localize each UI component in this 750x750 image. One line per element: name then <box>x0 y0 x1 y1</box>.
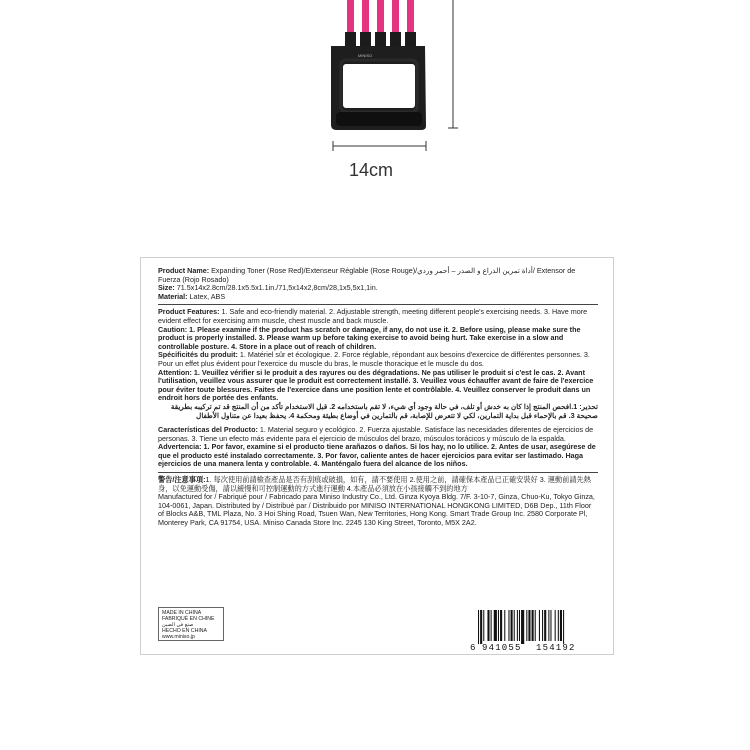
product-name-value: Expanding Toner (Rose Red)/Extenseur Réglable (Rose Rouge)/أداة تمرين الذراع و الصدر – أحمر وردي/ Extensor de Fuerza (Rojo Rosado) <box>158 266 576 284</box>
barcode-bar <box>532 610 534 641</box>
barcode-bar <box>504 610 505 641</box>
features-es-value: 1. Material seguro y ecológico. 2. Fuerza ajustable. Satisface las necesidades diferentes de ejercicios de personas. 3. Tiene un efecto más evidente para el ejercicio de músculos del brazo, músculos torácicos y músculo de la espalda. <box>158 425 594 443</box>
width-dimension-label: 14cm <box>349 160 394 180</box>
origin-line: MADE IN CHINA <box>162 610 202 616</box>
caution-fr <box>158 369 598 403</box>
features-es-key: Características del Producto: <box>158 425 258 435</box>
barcode <box>466 608 592 652</box>
features-es <box>158 426 598 443</box>
barcode-bars <box>478 610 564 644</box>
caution-en <box>158 326 598 352</box>
caution-en-value: 1. Please examine if the product has scratch or damage, if any, do not use it. 2. Before using, please make sure the product is properly installed. 3. Please warm up before taking exercise to avoid being hurt. Take exercise in a slow and controllable posture. 4. Store in a place out of reach of children. <box>158 324 581 351</box>
caution-zh-key: 警告/注意事項: <box>158 475 206 485</box>
features-fr <box>158 351 598 368</box>
divider <box>158 304 598 305</box>
material-value: Latex, ABS <box>187 291 226 301</box>
caution-ar: تحذير: 1.افحص المنتج إذا كان به خدش أو تلف، في حالة وجود أي شيء، لا تقم باستخدامه 2. قبل الاستخدام تأكد من أن المنتج قد تم تركيبه بطريقة صحيحة 3. قم بالإحماء قبل بداية التمارين، لكي لا تتعرض للإصابة، قم بالتمارين في أوضاع بطيئة ومحكمة 4. يحفظ بعيدا عن متناول الأطفال <box>170 401 598 420</box>
barcode-bar <box>548 610 549 641</box>
barcode-bar <box>539 610 540 641</box>
handle-brand-text: MINISO <box>358 53 373 58</box>
origin-line: صنع في الصين <box>162 622 194 628</box>
features-en-value: 1. Safe and eco-friendly material. 2. Adjustable strength, meeting different people's exercising needs. 3. Have more evident effect for exercising arm muscle, chest muscle and back muscle. <box>158 307 588 325</box>
caution-es <box>158 443 598 469</box>
barcode-bar <box>511 610 513 641</box>
barcode-digits-right: 154192 <box>536 643 576 652</box>
barcode-bar <box>494 610 497 641</box>
barcode-bar <box>517 610 518 641</box>
origin-line: www.miniso.jp <box>162 634 195 640</box>
barcode-bar <box>521 610 524 644</box>
manufacturer-info: Manufactured for / Fabriqué pour / Fabricado para Miniso Industry Co., Ltd. Ginza Kyoya Bldg. 7/F. 3-10-7, Ginza, Chuo-Ku, Tokyo Ginza, 104-0061, Japan. Distributed by / Distribué par / Distribuido por MINISO INTERNATIONAL HONGKONG LIMITED, D6B Dep., 11th Floor of Blocks A&B, TML Plaza, No. 3 Hoi Shing Road, Tsuen Wan, New Territories, Hong Kong. Smart Trade Group Inc. 2580 Corporate Pl, Monterey Park, CA 91754, USA. Miniso Canada Store Inc. 2245 130 King Street, Toronto, M5X 2A2. <box>158 492 595 528</box>
barcode-bar <box>498 610 499 641</box>
width-dimension-line <box>333 141 426 151</box>
barcode-bar <box>550 610 551 641</box>
caution-en-key: Caution: <box>158 324 188 334</box>
size-value: 71.5x14x2.8cm/28.1x5.5x1.1in./71,5x14x2,8cm/28,1x5,5x1,1in. <box>174 283 378 293</box>
size-key: Size: <box>158 283 175 293</box>
barcode-bar <box>555 610 556 641</box>
barcode-bar <box>500 610 502 641</box>
origin-line: HECHO EN CHINA <box>162 628 207 634</box>
barcode-bar <box>560 610 562 641</box>
barcode-bar <box>483 610 484 641</box>
barcode-bar <box>487 610 489 641</box>
barcode-bar <box>558 610 559 641</box>
barcode-bar <box>563 610 564 644</box>
barcode-bar <box>526 610 527 641</box>
divider <box>158 472 598 473</box>
product-name-key: Product Name: <box>158 266 210 275</box>
handle <box>331 46 426 130</box>
country-of-origin-box <box>158 607 224 641</box>
features-en <box>158 308 598 325</box>
caution-zh-value: 1. 每次使用前請檢查產品是否有刮痕或破損，如有，請不要使用 2.使用之前，請確保本產品已正確安裝好 3. 運動前請先熱身，以免運動受傷，請以緩慢和可控制運動的方式進行運動 4.本產品必須放在小孩接觸不到的地方 <box>158 475 591 493</box>
resistance-cords <box>345 0 416 46</box>
features-en-key: Product Features: <box>158 307 220 317</box>
barcode-bar <box>519 610 520 641</box>
barcode-bar <box>514 610 515 641</box>
origin-line: FABRIQUÉ EN CHINE <box>162 616 215 622</box>
barcode-bar <box>542 610 543 641</box>
barcode-digit-first: 6 <box>470 643 476 652</box>
material-line <box>158 293 598 302</box>
barcode-bar <box>544 610 546 641</box>
caution-es-value: 1. Por favor, examine si el producto tiene arañazos o daños. Si los hay, no lo utilice. 2. Antes de usar, asegúrese de que el producto esté instalado correctamente. 3. Por favor, caliente antes de hacer ejercicios para evitar ser lastimado. Haga ejercicios de una manera lenta y controlable. 4. Manténgalo fuera del alcance de los niños. <box>158 442 596 469</box>
barcode-bar <box>478 610 479 644</box>
caution-fr-key: Attention: <box>158 367 192 377</box>
height-dimension-line <box>448 0 458 128</box>
barcode-bar <box>528 610 530 641</box>
caution-es-key: Advertencia: <box>158 442 202 452</box>
product-name-line <box>158 267 598 284</box>
features-fr-value: 1. Matériel sûr et écologique. 2. Force réglable, répondant aux besoins d'exercice de différentes personnes. 3. Pour un effet plus évident pour l'exercice du muscle du bras, le muscle thoracique et le muscle du dos. <box>158 350 590 368</box>
features-fr-key: Spécificités du produit: <box>158 350 238 360</box>
barcode-bar <box>491 610 492 641</box>
product-label-card <box>140 257 614 655</box>
barcode-bar <box>480 610 482 644</box>
material-key: Material: <box>158 291 188 301</box>
caution-zh <box>158 476 598 493</box>
barcode-bar <box>535 610 536 641</box>
barcode-digits-left: 941055 <box>482 643 522 652</box>
caution-fr-value: 1. Veuillez vérifier si le produit a des rayures ou des dégradations. Ne pas utiliser le produit si c'est le cas. 2. Avant l'utilisation, veuillez vous assurer que le produit est correctement installé. 3. Veuillez vous échauffer avant de faire de l'exercice pour éviter toute blessures. Faites de l'exercice dans une position lente et contrôlable. 4. Veuillez conserver le produit dans un endroit hors de portée des enfants. <box>158 367 594 403</box>
barcode-bar <box>508 610 509 641</box>
label-text-block <box>158 267 598 528</box>
product-image-area <box>0 0 750 200</box>
